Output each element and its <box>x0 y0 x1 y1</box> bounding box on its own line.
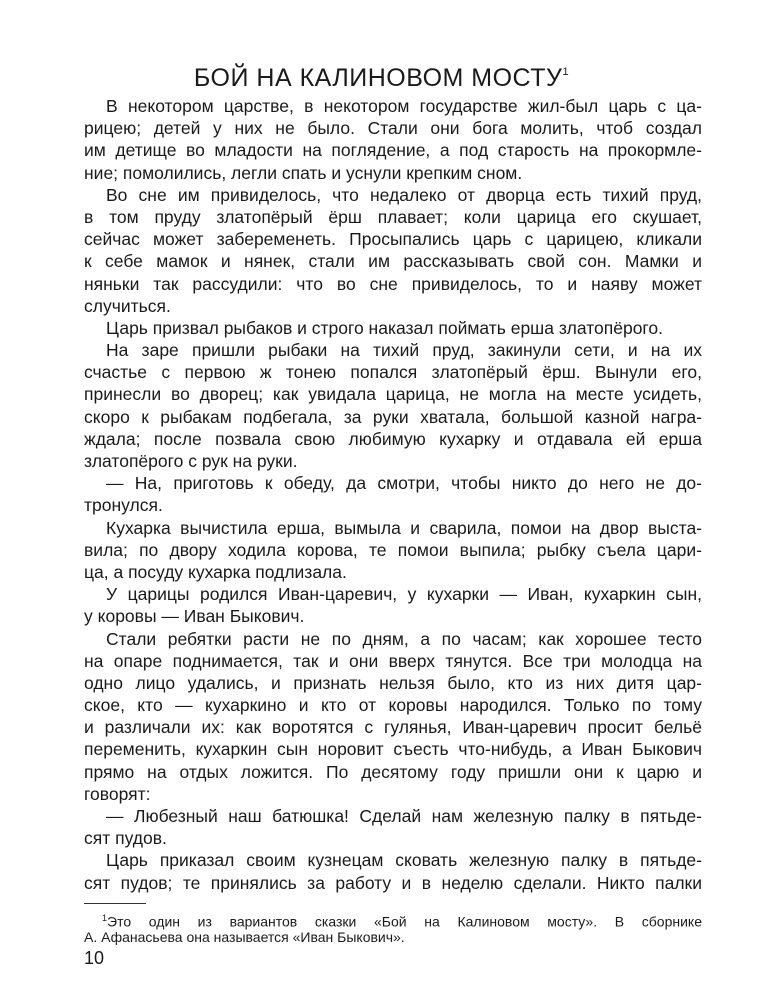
text-line: сят пудов. <box>84 828 167 849</box>
text-line: В некотором царстве, в некотором государстве жил-был царь с ца- <box>106 96 702 116</box>
text-line: им детище во младости на поглядение, а под старость на прокормле- <box>84 140 702 161</box>
text-line: Во сне им привиделось, что недалеко от дворца есть тихий пруд, <box>106 184 702 205</box>
footnote-text: Это один из вариантов сказки «Бой на Калиновом мосту». В сборнике <box>107 913 702 930</box>
text-line: Стали ребятки расти не по дням, а по часам; как хорошее тесто <box>106 628 702 649</box>
text-line: няньки так рассудили: что во сне привиделось, то и наяву может <box>84 273 702 294</box>
text-line: — Любезный наш батюшка! Сделай нам железную палку в пятьде- <box>106 806 702 826</box>
footnote-divider <box>84 903 146 904</box>
chapter-title <box>0 64 763 93</box>
text-line: ждала; после позвала свою любимую кухарку и отдавала ей ерша <box>84 428 702 449</box>
text-line: сейчас может забеременеть. Просыпались царь с царицею, кликали <box>84 229 702 250</box>
text-line: У царицы родился Иван-царевич, у кухарки — Иван, кухаркин сын, <box>106 584 702 605</box>
text-line: говорят: <box>84 783 151 804</box>
text-line: случиться. <box>84 295 171 316</box>
paragraph <box>84 517 702 584</box>
text-line: переменить, кухаркин сын норовит съесть что-нибудь, а Иван Быкович <box>84 739 702 760</box>
page-number: 10 <box>84 948 105 968</box>
text-line: вила; по двору ходила корова, те помои выпила; рыбку съела цари- <box>84 539 702 560</box>
paragraph <box>84 805 702 849</box>
paragraph <box>84 472 702 516</box>
paragraph <box>84 95 702 184</box>
text-line: ское, кто — кухаркино и кто от коровы народился. Только по тому <box>84 695 702 716</box>
paragraph <box>84 583 702 627</box>
text-line: принесли во дворец; как увидала царица, не могла на месте усидеть, <box>84 384 702 405</box>
text-line: на опаре поднимается, так и они вверх тянутся. Все три молодца на <box>84 650 702 671</box>
footnote-text: А. Афанасьева она называется «Иван Быкович». <box>84 929 405 945</box>
footnote-line <box>84 909 702 928</box>
chapter-title-text: БОЙ НА КАЛИНОВОМ МОСТУ <box>193 64 563 92</box>
text-line: в том пруду златопёрый ёрш плавает; коли царица его скушает, <box>84 206 702 227</box>
text-line: к себе мамок и нянек, стали им рассказывать свой сон. Мамки и <box>84 251 702 272</box>
text-line: ние; помолились, легли спать и уснули крепким сном. <box>84 162 523 183</box>
text-line: счастье с первою ж тонею попался златопёрый ёрш. Вынули его, <box>84 362 702 383</box>
text-line: рицею; детей у них не было. Стали они бога молить, чтоб создал <box>84 118 702 139</box>
paragraph <box>84 317 702 339</box>
body-text <box>84 95 702 894</box>
text-line: скоро к рыбакам подбегала, за руки хватала, большой казной награ- <box>84 406 702 427</box>
paragraph <box>84 339 702 472</box>
text-line: и различали их: как воротятся с гулянья, Иван-царевич просит бельё <box>84 717 702 738</box>
text-line: — На, приготовь к обеду, да смотри, чтобы никто до него не до- <box>106 473 702 494</box>
text-line: одно лицо удались, и признать нельзя было, кто из них дитя цар- <box>84 672 702 693</box>
text-line: сят пудов; те принялись за работу и в неделю сделали. Никто палки <box>84 872 702 893</box>
paragraph <box>84 628 702 806</box>
text-line: прямо на отдых ложится. По десятому году пришли они к царю и <box>84 761 702 782</box>
footnote-line <box>84 928 702 947</box>
paragraph <box>84 849 702 893</box>
footnote <box>84 909 702 947</box>
text-line: златопёрого с рук на руки. <box>84 451 298 471</box>
text-line: Кухарка вычистила ерша, вымыла и сварила, помои на двор выста- <box>106 517 702 538</box>
text-line: Царь призвал рыбаков и строго наказал поймать ерша златопёрого. <box>106 317 664 338</box>
footnote-mark: 1 <box>102 913 108 923</box>
footnote-ref: 1 <box>562 66 570 78</box>
text-line: Царь приказал своим кузнецам сковать железную палку в пятьде- <box>106 850 702 871</box>
text-line: ца, а посуду кухарка подлизала. <box>84 561 347 582</box>
text-line: На заре пришли рыбаки на тихий пруд, закинули сети, и на их <box>106 340 702 361</box>
text-line: тронулся. <box>84 495 163 516</box>
text-line: у коровы — Иван Быкович. <box>84 606 305 627</box>
paragraph <box>84 184 702 317</box>
